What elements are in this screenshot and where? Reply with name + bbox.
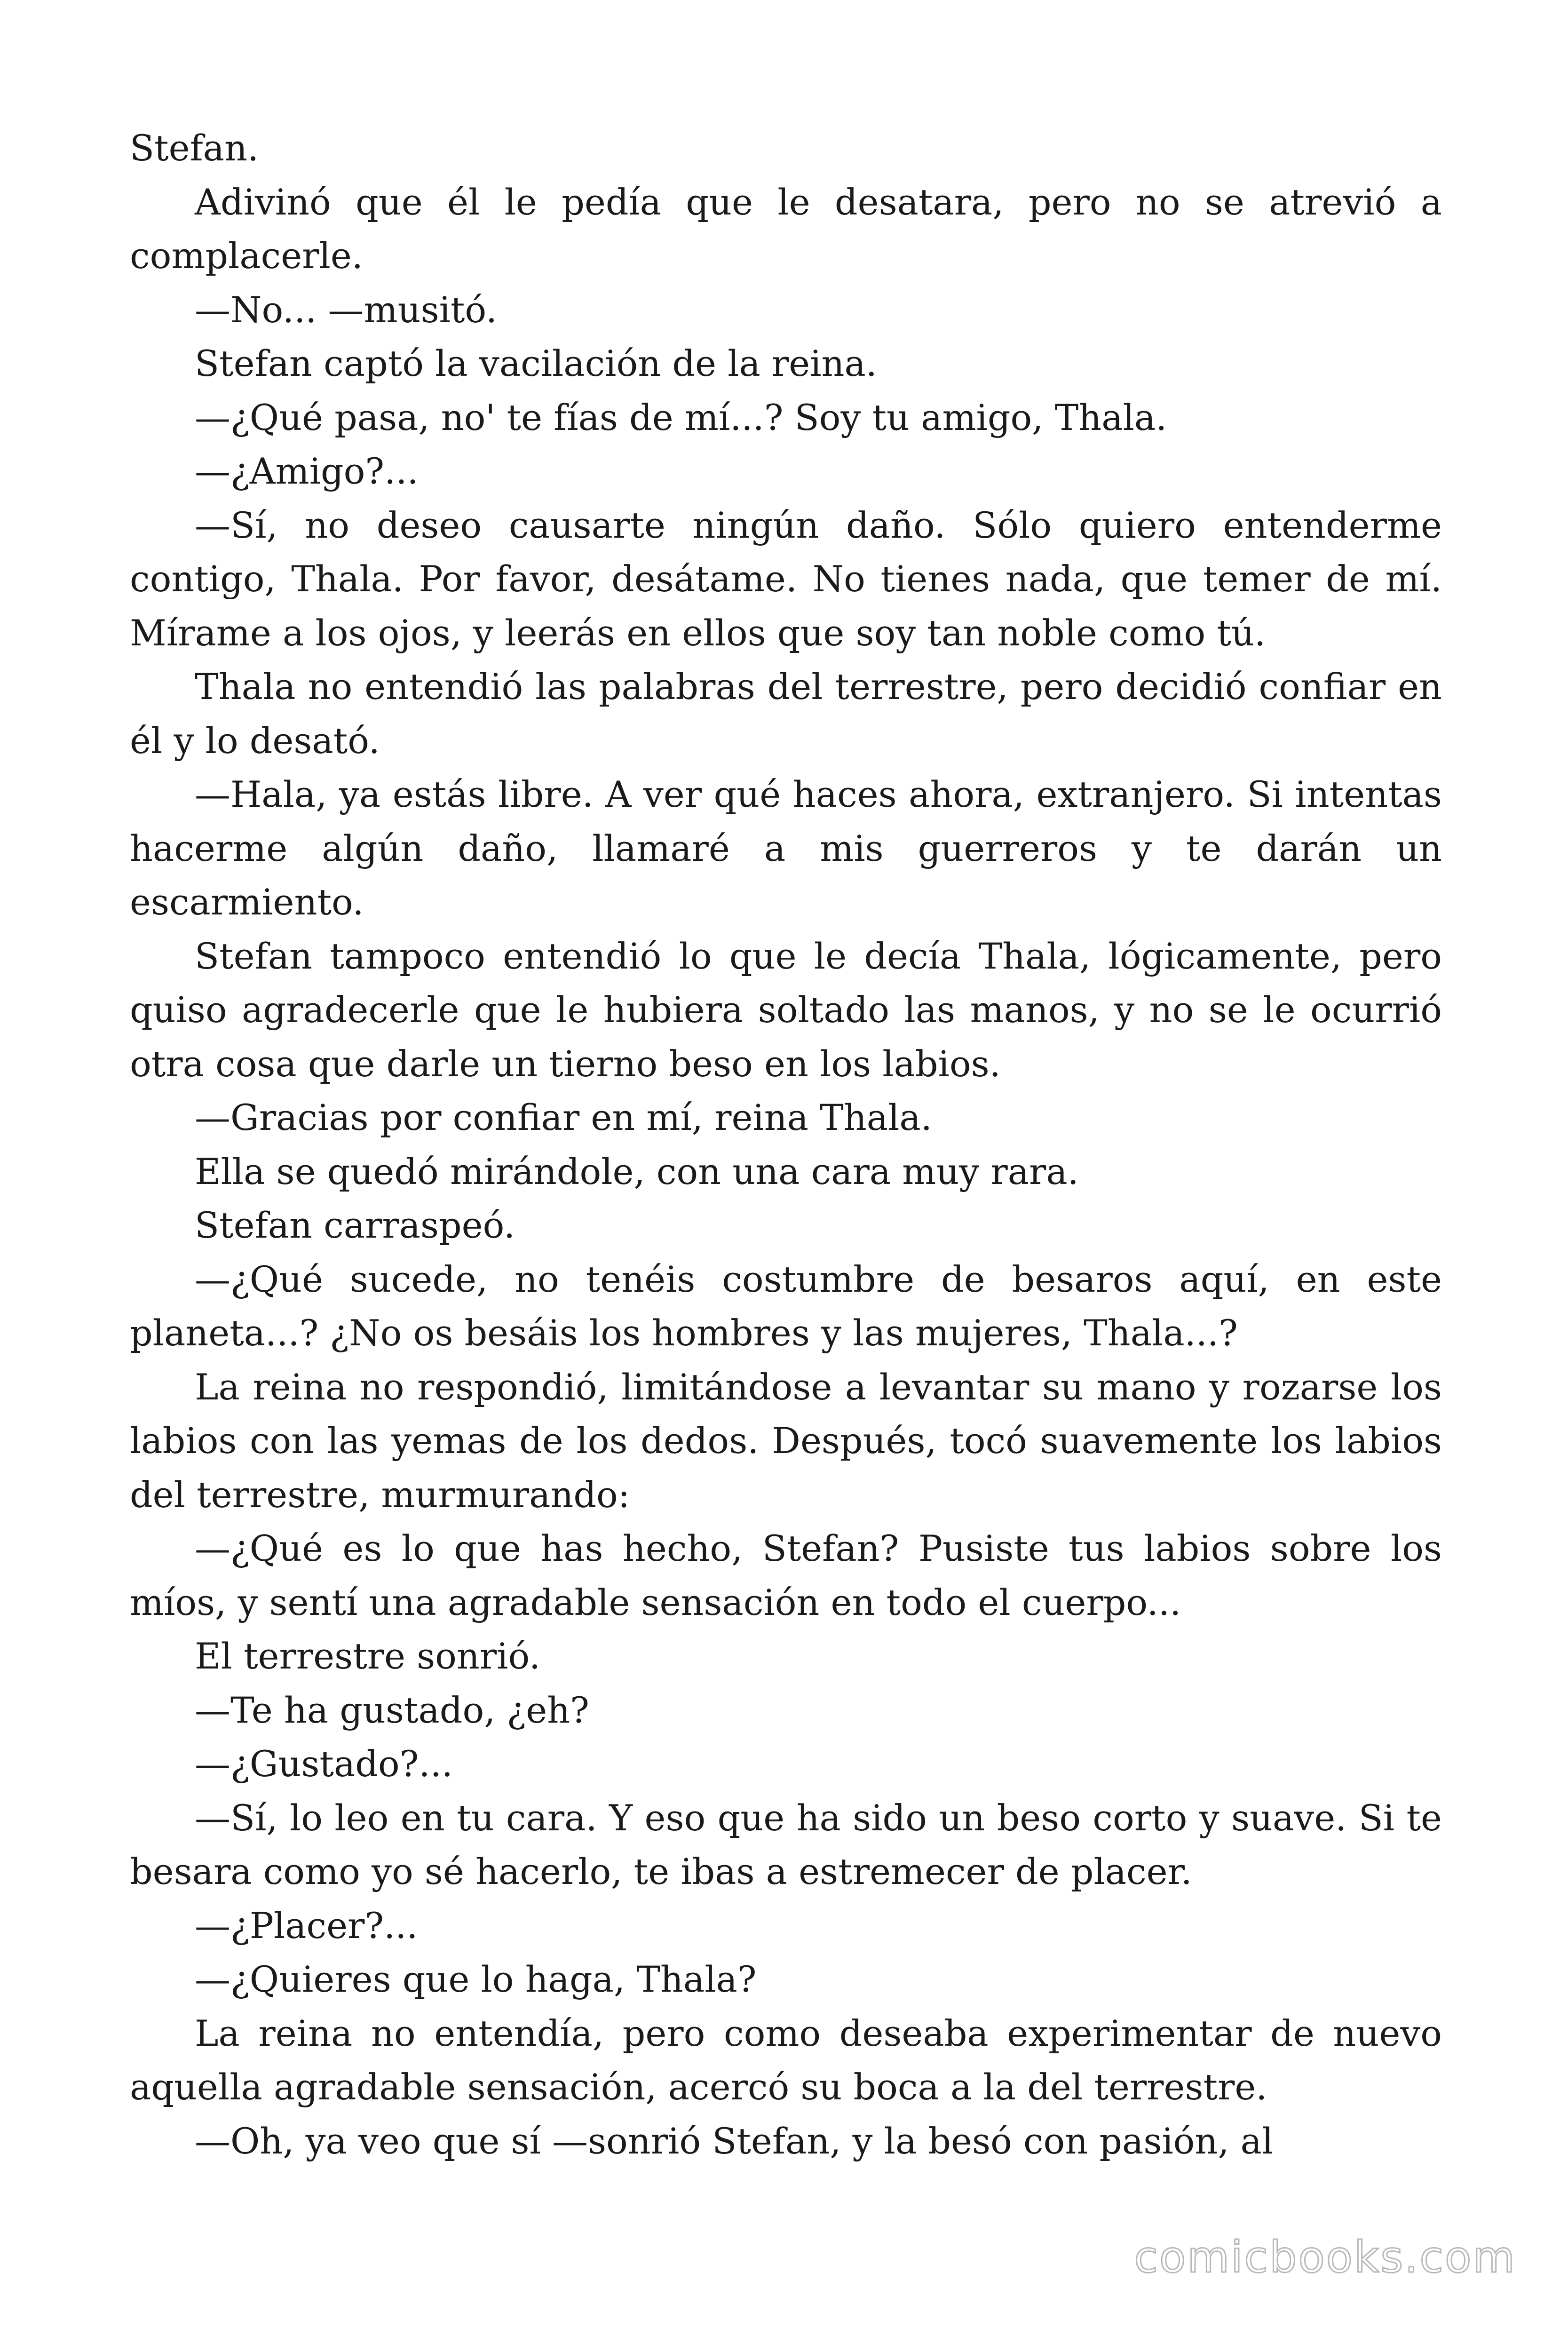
paragraph: —¿Gustado?... <box>195 1743 453 1785</box>
paragraph: —¿Quieres que lo haga, Thala? <box>195 1958 757 2000</box>
page-body-text <box>130 121 1442 2168</box>
paragraph: —Sí, lo leo en tu cara. Y eso que ha sido un beso corto y suave. Si te besara como yo sé hacerlo, te ibas a estremecer de placer. <box>130 1796 1442 1892</box>
paragraph: La reina no entendía, pero como deseaba experimentar de nuevo aquella agradable sensación, acercó su boca a la del terrestre. <box>130 2012 1442 2108</box>
paragraph: Stefan. <box>130 127 259 169</box>
paragraph: Stefan tampoco entendió lo que le decía Thala, lógicamente, pero quiso agradecerle que le hubiera soltado las manos, y no se le ocurrió otra cosa que darle un tierno beso en los labios. <box>130 935 1442 1085</box>
paragraph: —¿Amigo?... <box>195 450 419 492</box>
paragraph: —¿Qué pasa, no' te fías de mí...? Soy tu amigo, Thala. <box>195 396 1167 438</box>
paragraph: La reina no respondió, limitándose a levantar su mano y rozarse los labios con las yemas de los dedos. Después, tocó suavemente los labios del terrestre, murmurando: <box>130 1366 1442 1516</box>
paragraph: Stefan captó la vacilación de la reina. <box>195 342 877 384</box>
paragraph: Adivinó que él le pedía que le desatara, pero no se atrevió a complacerle. <box>130 181 1442 277</box>
paragraph: —Gracias por confiar en mí, reina Thala. <box>195 1097 932 1138</box>
paragraph: —No... —musitó. <box>195 288 497 331</box>
paragraph: Thala no entendió las palabras del terrestre, pero decidió confiar en él y lo desató. <box>130 666 1442 762</box>
paragraph: El terrestre sonrió. <box>195 1635 541 1677</box>
paragraph: Ella se quedó mirándole, con una cara muy rara. <box>195 1150 1079 1192</box>
paragraph: —¿Qué es lo que has hecho, Stefan? Pusiste tus labios sobre los míos, y sentí una agradable sensación en todo el cuerpo... <box>130 1527 1442 1623</box>
paragraph: —Hala, ya estás libre. A ver qué haces ahora, extranjero. Si intentas hacerme algún daño, llamaré a mis guerreros y te darán un escarmiento. <box>130 773 1442 923</box>
paragraph: —¿Qué sucede, no tenéis costumbre de besaros aquí, en este planeta...? ¿No os besáis los hombres y las mujeres, Thala...? <box>130 1258 1442 1354</box>
paragraph: Stefan carraspeó. <box>195 1204 515 1246</box>
paragraph: —Te ha gustado, ¿eh? <box>195 1689 589 1731</box>
watermark: comicbooks.com <box>1134 2232 1516 2282</box>
paragraph: —Sí, no deseo causarte ningún daño. Sólo quiero entenderme contigo, Thala. Por favor, desátame. No tienes nada, que temer de mí. Mírame a los ojos, y leerás en ellos que soy tan noble como tú. <box>130 504 1442 654</box>
paragraph: —Oh, ya veo que sí —sonrió Stefan, y la besó con pasión, al <box>195 2120 1274 2162</box>
paragraph: —¿Placer?... <box>195 1904 418 1947</box>
